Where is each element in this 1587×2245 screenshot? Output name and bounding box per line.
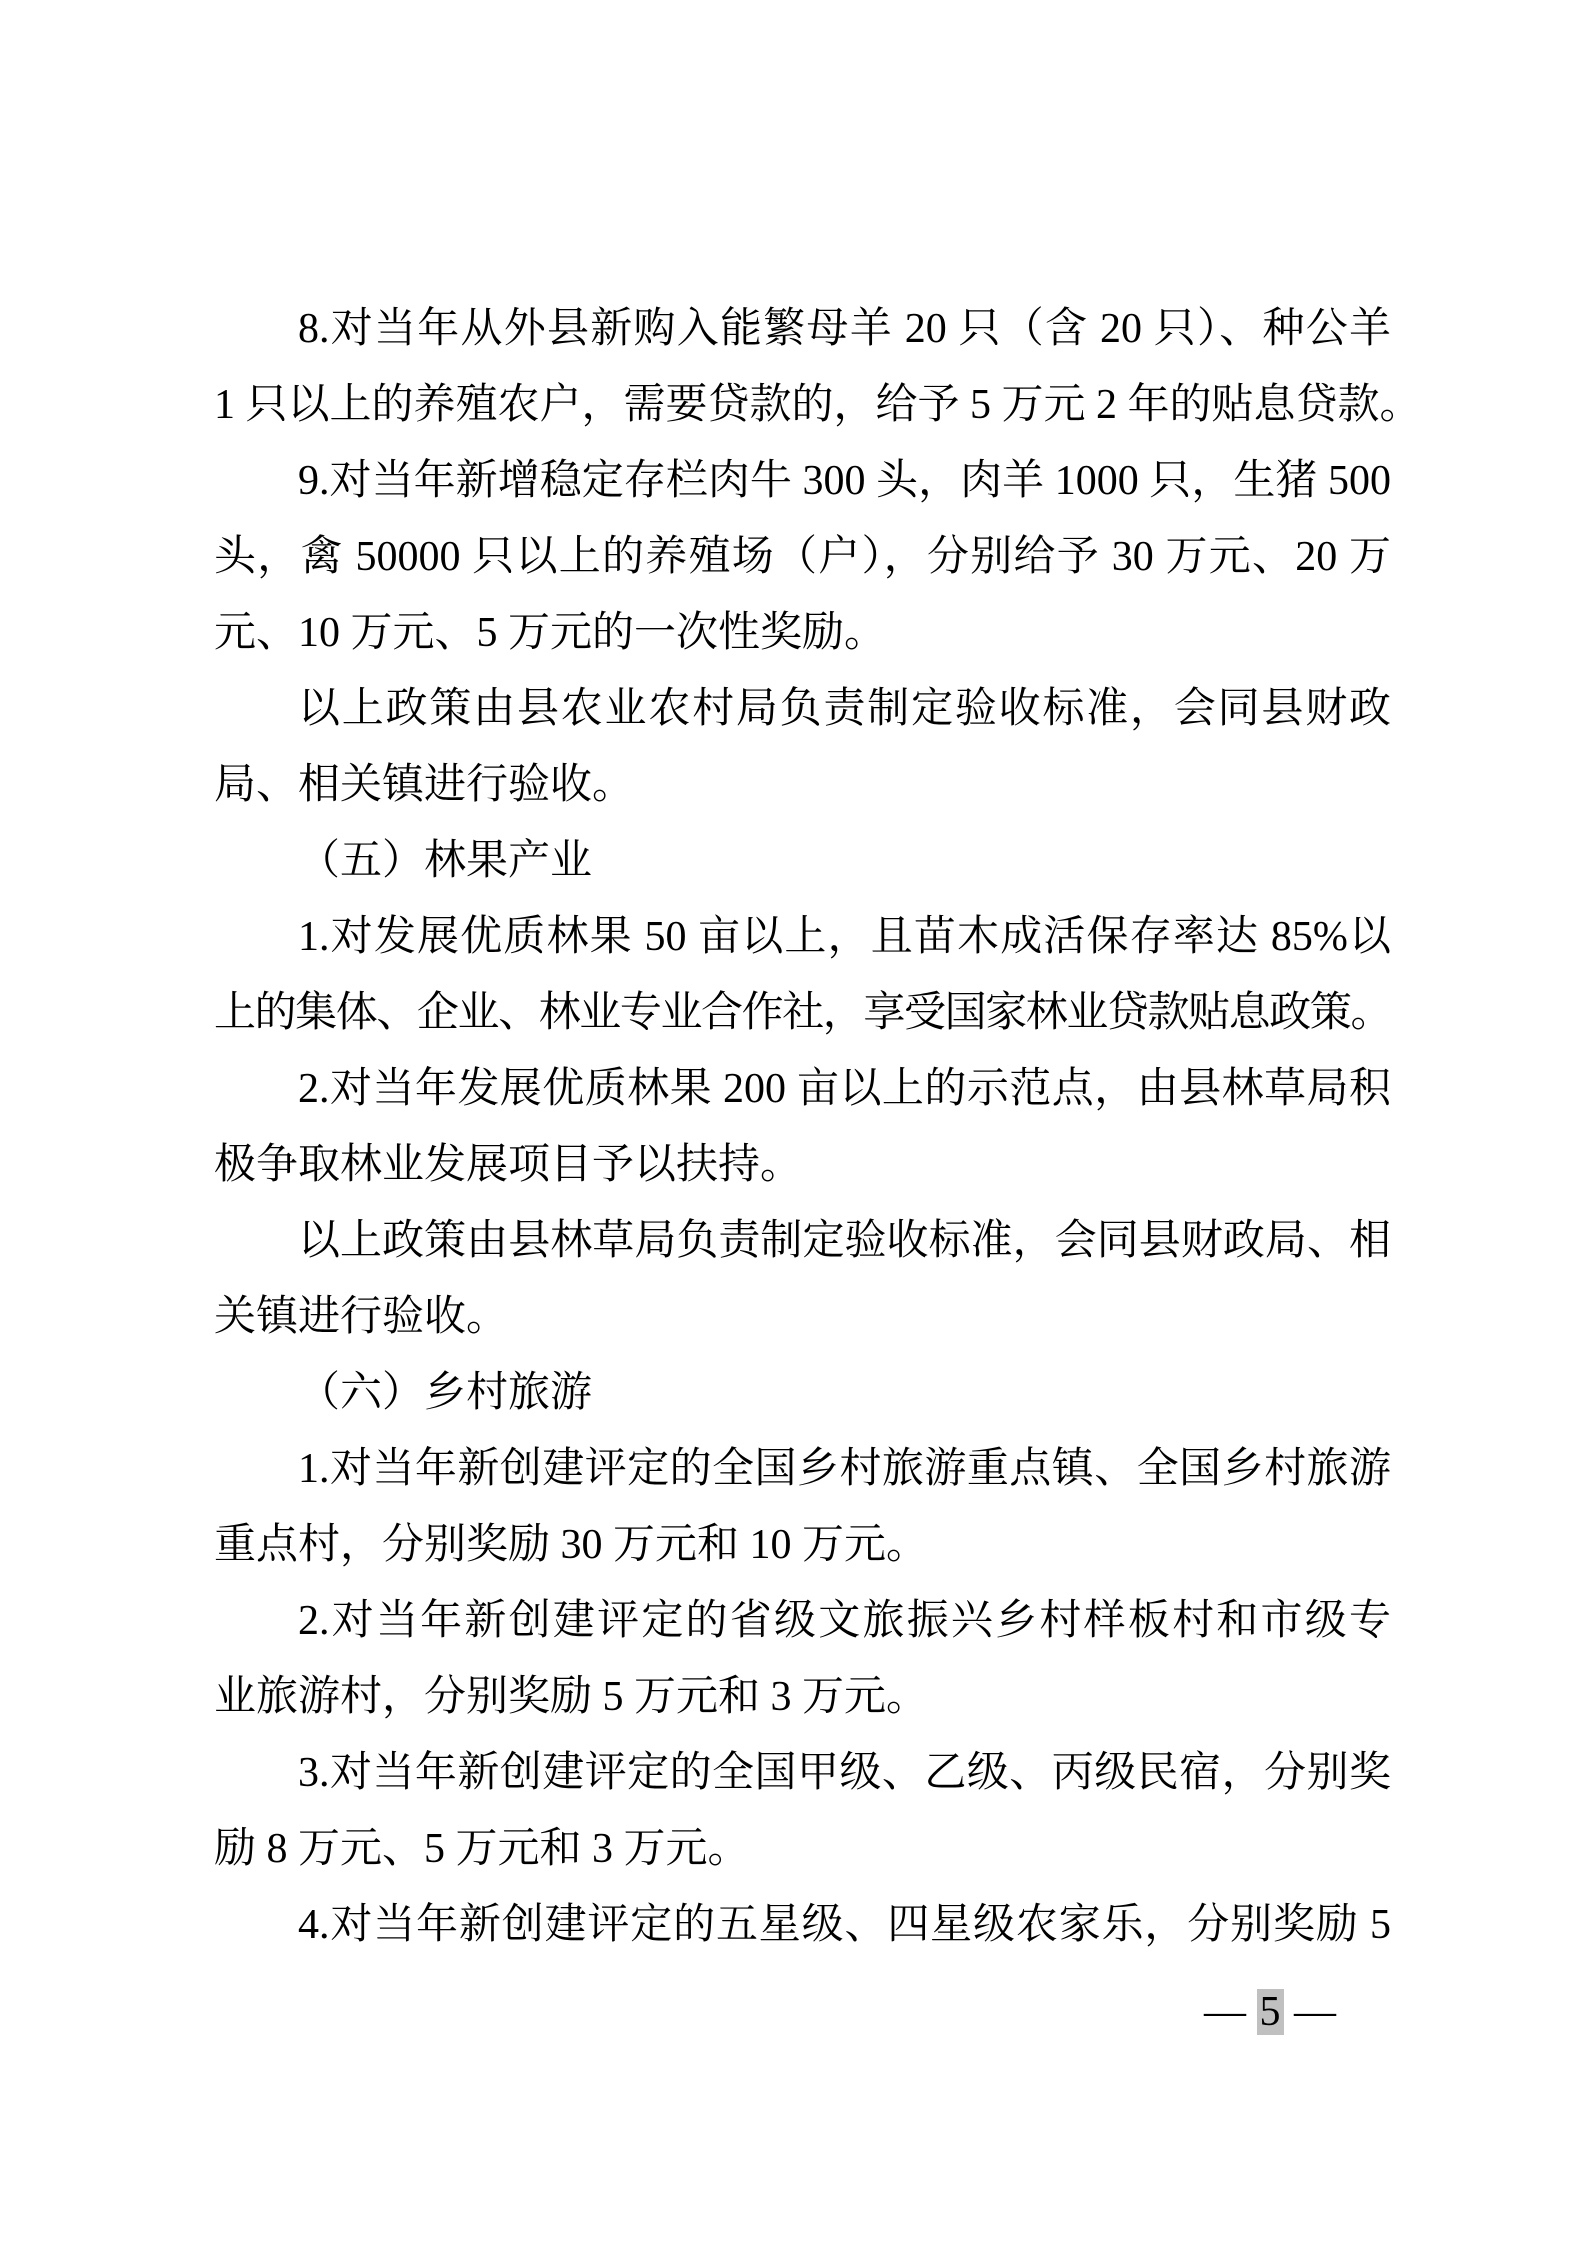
paragraph-line: 重点村，分别奖励 30 万元和 10 万元。: [214, 1522, 929, 1568]
paragraph-line: 以上政策由县林草局负责制定验收标准，会同县财政局、相: [298, 1218, 1391, 1264]
paragraph-line: 1.对当年新创建评定的全国乡村旅游重点镇、全国乡村旅游: [298, 1446, 1391, 1492]
page-footer: [1204, 1988, 1336, 2036]
paragraph-line: 关镇进行验收。: [214, 1294, 509, 1340]
paragraph-line: 4.对当年新创建评定的五星级、四星级农家乐，分别奖励 5: [298, 1902, 1391, 1948]
paragraph-line: 1 只以上的养殖农户，需要贷款的，给予 5 万元 2 年的贴息贷款。: [214, 382, 1422, 428]
paragraph-line: 8.对当年从外县新购入能繁母羊 20 只（含 20 只）、种公羊: [298, 306, 1391, 352]
document-body: [214, 291, 1422, 1963]
paragraph-line: 元、10 万元、5 万元的一次性奖励。: [214, 610, 887, 656]
section-heading: （六）乡村旅游: [298, 1370, 593, 1416]
page-number: 5: [1257, 1989, 1284, 2035]
paragraph-line: 2.对当年新创建评定的省级文旅振兴乡村样板村和市级专: [298, 1598, 1391, 1644]
paragraph-line: 头，禽 50000 只以上的养殖场（户），分别给予 30 万元、20 万: [214, 534, 1391, 580]
paragraph-line: 9.对当年新增稳定存栏肉牛 300 头，肉羊 1000 只，生猪 500: [298, 458, 1391, 504]
paragraph-line: 3.对当年新创建评定的全国甲级、乙级、丙级民宿，分别奖: [298, 1750, 1391, 1796]
paragraph-line: 上的集体、企业、林业专业合作社，享受国家林业贷款贴息政策。: [214, 990, 1391, 1036]
paragraph-line: 业旅游村，分别奖励 5 万元和 3 万元。: [214, 1674, 929, 1720]
paragraph-line: 2.对当年发展优质林果 200 亩以上的示范点，由县林草局积: [298, 1066, 1391, 1112]
section-heading: （五）林果产业: [298, 838, 593, 884]
footer-dash-right: —: [1294, 1989, 1336, 2035]
paragraph-line: 以上政策由县农业农村局负责制定验收标准，会同县财政: [298, 686, 1391, 732]
footer-dash-left: —: [1204, 1989, 1246, 2035]
paragraph-line: 极争取林业发展项目予以扶持。: [214, 1142, 803, 1188]
paragraph-line: 1.对发展优质林果 50 亩以上，且苗木成活保存率达 85%以: [298, 914, 1391, 960]
paragraph-line: 励 8 万元、5 万元和 3 万元。: [214, 1826, 750, 1872]
paragraph-line: 局、相关镇进行验收。: [214, 762, 635, 808]
